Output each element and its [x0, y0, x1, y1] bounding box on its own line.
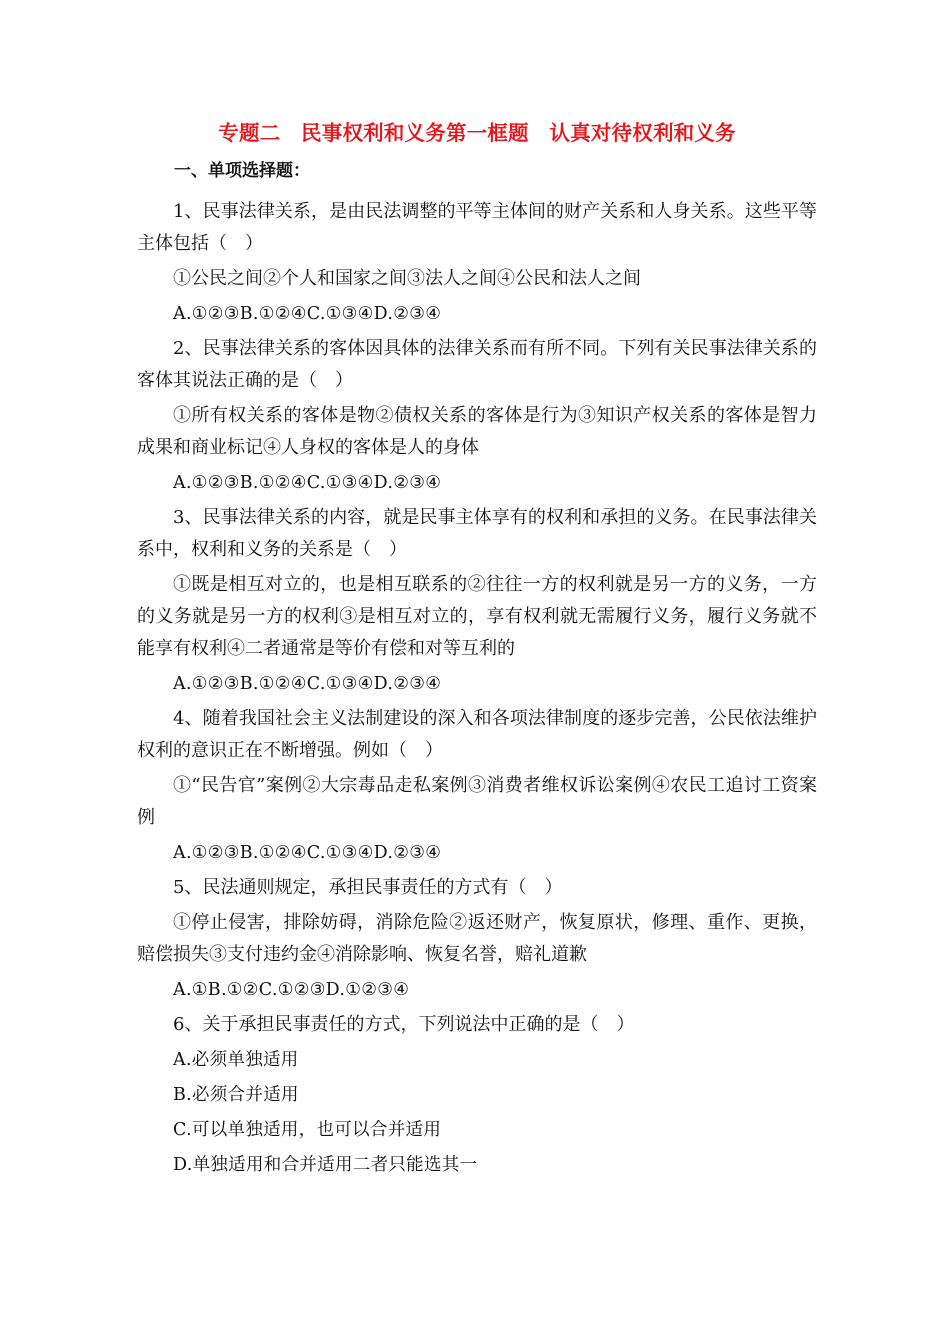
question-6 [137, 1009, 817, 1181]
question-stem: 6、关于承担民事责任的方式，下列说法中正确的是（ ） [173, 1014, 635, 1035]
question-stem: 2、民事法律关系的客体因具体的法律关系而有所不同。下列有关民事法律关系的客体其说法正确的是（ ） [137, 338, 817, 391]
question-4 [137, 703, 817, 869]
question-choices: A.①B.①②C.①②③D.①②③④ [173, 980, 410, 1000]
question-items: ①所有权关系的客体是物②债权关系的客体是行为③知识产权关系的客体是智力成果和商业标记④人身权的客体是人的身体 [137, 405, 817, 458]
question-stem: 5、民法通则规定，承担民事责任的方式有（ ） [173, 877, 563, 898]
question-1 [137, 196, 817, 330]
question-choices: A.①②③B.①②④C.①③④D.②③④ [173, 473, 442, 493]
option-b: B.必须合并适用 [173, 1085, 299, 1105]
question-stem: 3、民事法律关系的内容，就是民事主体享有的权利和承担的义务。在民事法律关系中，权利和义务的关系是（ ） [137, 507, 817, 560]
question-choices: A.①②③B.①②④C.①③④D.②③④ [173, 674, 442, 694]
question-items: ①公民之间②个人和国家之间③法人之间④公民和法人之间 [173, 268, 641, 289]
document-title: 专题二 民事权利和义务第一框题 认真对待权利和义务 [218, 121, 736, 145]
question-stem: 4、随着我国社会主义法制建设的深入和各项法律制度的逐步完善，公民依法维护权利的意识正在不断增强。例如（ ） [137, 708, 817, 761]
question-2 [137, 333, 817, 499]
section-heading: 一、单项选择题： [174, 161, 310, 181]
question-items: ①既是相互对立的，也是相互联系的②往往一方的权利就是另一方的义务，一方的义务就是另一方的权利③是相互对立的，享有权利就无需履行义务，履行义务就不能享有权利④二者通常是等价有偿和对等互利的 [137, 574, 817, 659]
document-page [137, 118, 817, 1184]
question-choices: A.①②③B.①②④C.①③④D.②③④ [173, 843, 442, 863]
question-items: ①停止侵害，排除妨碍，消除危险②返还财产，恢复原状，修理、重作、更换，赔偿损失③支付违约金④消除影响、恢复名誉，赔礼道歉 [137, 912, 817, 965]
question-stem: 1、民事法律关系，是由民法调整的平等主体间的财产关系和人身关系。这些平等主体包括（ ） [137, 201, 817, 254]
question-items: ①“民告官”案例②大宗毒品走私案例③消费者维权诉讼案例④农民工追讨工资案例 [137, 775, 817, 828]
option-d: D.单独适用和合并适用二者只能选其一 [173, 1155, 478, 1175]
question-choices: A.①②③B.①②④C.①③④D.②③④ [173, 304, 442, 324]
option-c: C.可以单独适用，也可以合并适用 [173, 1120, 442, 1140]
question-5 [137, 872, 817, 1006]
question-3 [137, 502, 817, 700]
option-a: A.必须单独适用 [173, 1050, 299, 1070]
